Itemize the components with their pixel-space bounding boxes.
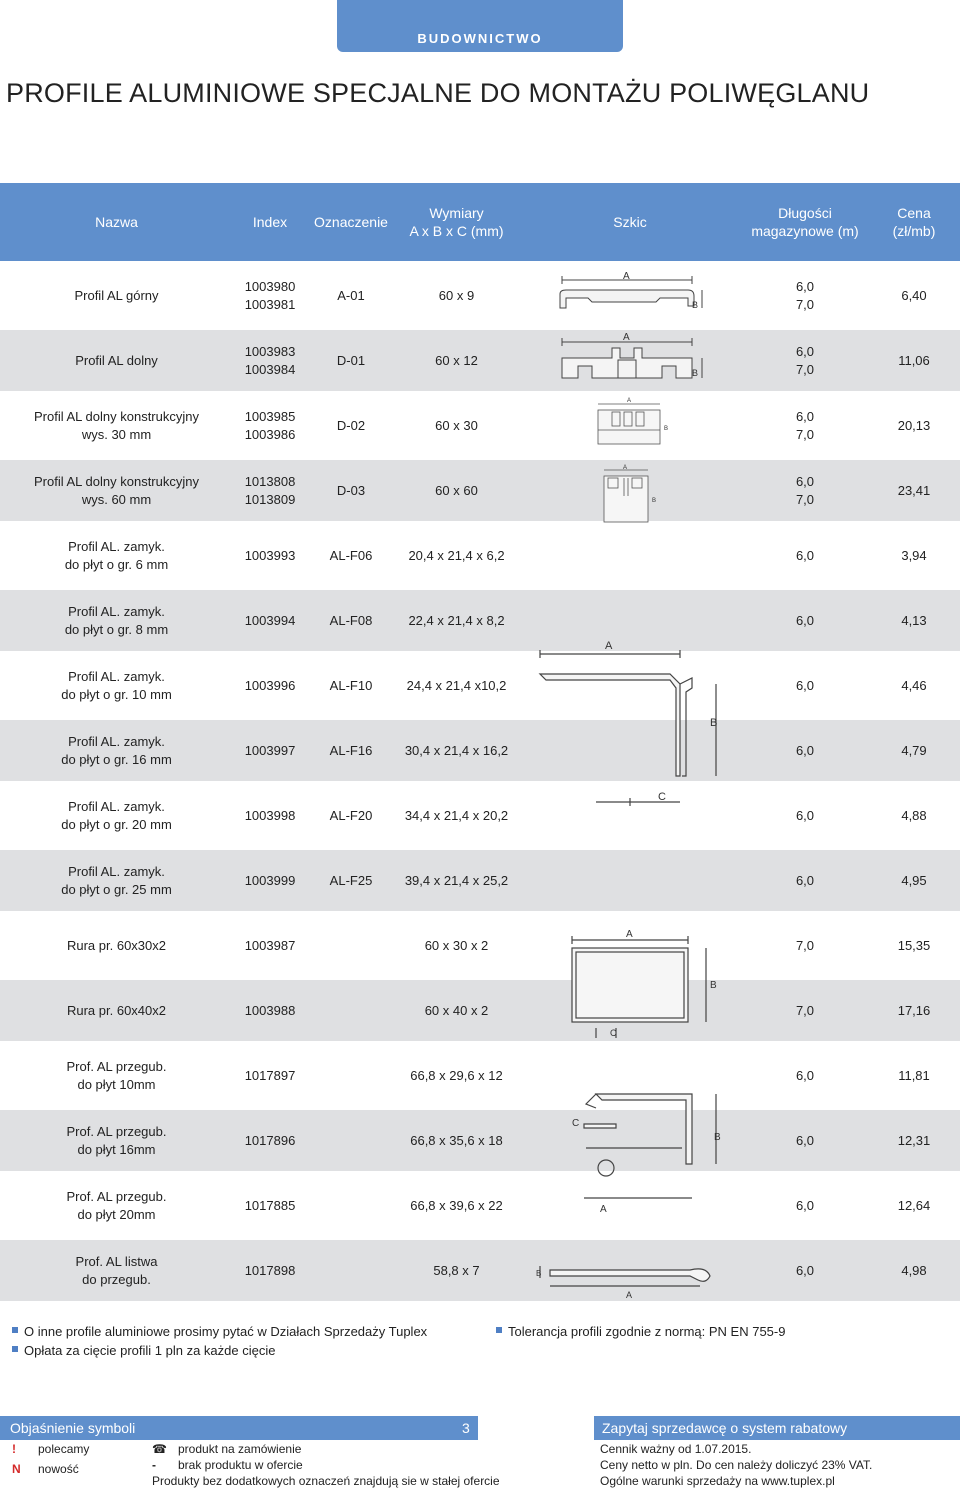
cell-dims: 60 x 60 bbox=[435, 482, 478, 498]
table-row bbox=[0, 1045, 960, 1106]
cell-index: 1003980 1003981 bbox=[244, 278, 296, 312]
cell-code bbox=[307, 1045, 395, 1106]
cell-length: 6,0 7,0 bbox=[795, 408, 815, 442]
column-header-length: Długości magazynowe (m) bbox=[751, 205, 859, 239]
cell-name: Profil AL dolny konstrukcyjny wys. 60 mm bbox=[34, 473, 199, 507]
cell-index: 1003993 bbox=[244, 547, 296, 563]
cell-length: 7,0 bbox=[795, 1002, 815, 1018]
dim-label-a: A bbox=[623, 465, 628, 471]
column-header-dimensions: Wymiary A x B x C (mm) bbox=[409, 205, 504, 239]
legend-middle: ☎ produkt na zamówienie - brak produktu w ofercie Produkty bez dodatkowych oznaczeń znajdują sie w stałej ofercie bbox=[152, 1442, 500, 1488]
table-row bbox=[0, 525, 960, 586]
legend-left: ! polecamy N nowość bbox=[12, 1442, 90, 1476]
page-number: 3 bbox=[462, 1420, 470, 1436]
profile-a01-sketch bbox=[552, 268, 712, 316]
cell-price: 4,88 bbox=[901, 807, 927, 823]
cell-price: 4,98 bbox=[901, 1262, 927, 1278]
cell-length: 6,0 bbox=[795, 872, 815, 888]
cell-index: 1017896 bbox=[244, 1132, 296, 1148]
cell-price: 3,94 bbox=[901, 547, 927, 563]
dim-label-c: C bbox=[572, 1118, 580, 1129]
table-row bbox=[0, 655, 960, 716]
profile-alf-sketch bbox=[530, 630, 740, 810]
dim-label-b: B bbox=[692, 300, 699, 310]
dim-label-c: C bbox=[658, 791, 666, 803]
cell-code bbox=[307, 980, 395, 1041]
cell-price: 15,35 bbox=[897, 937, 931, 953]
cell-index: 1017897 bbox=[244, 1067, 296, 1083]
cell-price: 11,81 bbox=[898, 1067, 930, 1083]
price-notes: Cennik ważny od 1.07.2015. Ceny netto w pln. Do cen należy doliczyć 23% VAT. Ogólne warunki sprzedaży na www.tuplex.pl bbox=[600, 1442, 873, 1488]
cell-dims: 22,4 x 21,4 x 8,2 bbox=[408, 612, 505, 628]
cell-name: Prof. AL przegub. do płyt 20mm bbox=[66, 1188, 167, 1222]
cell-dims: 39,4 x 21,4 x 25,2 bbox=[404, 872, 509, 888]
profile-strip-sketch bbox=[530, 1256, 730, 1304]
cell-price: 23,41 bbox=[897, 482, 931, 498]
cell-length: 6,0 bbox=[795, 677, 815, 693]
table-row bbox=[0, 590, 960, 651]
cell-length: 6,0 7,0 bbox=[795, 473, 815, 507]
cell-index: 1017898 bbox=[244, 1262, 296, 1278]
column-header-name: Nazwa bbox=[95, 214, 138, 230]
cell-dims: 30,4 x 21,4 x 16,2 bbox=[404, 742, 509, 758]
cell-code: AL-F10 bbox=[329, 677, 373, 693]
cell-index: 1017885 bbox=[244, 1197, 296, 1213]
cell-price: 4,95 bbox=[901, 872, 927, 888]
profile-hinge-sketch bbox=[556, 1084, 732, 1220]
cell-code: AL-F16 bbox=[329, 742, 373, 758]
standard-offer-note: Produkty bez dodatkowych oznaczeń znajdują sie w stałej ofercie bbox=[152, 1474, 500, 1488]
cell-length: 6,0 bbox=[795, 547, 815, 563]
cell-index: 1003983 1003984 bbox=[244, 343, 296, 377]
profile-d03-sketch bbox=[598, 462, 668, 526]
cell-name: Prof. AL listwa do przegub. bbox=[75, 1253, 158, 1287]
cell-price: 20,13 bbox=[897, 417, 931, 433]
cell-code: AL-F06 bbox=[329, 547, 373, 563]
new-icon: N bbox=[12, 1462, 21, 1476]
dim-label-b: B bbox=[664, 426, 669, 432]
column-header-index: Index bbox=[252, 214, 288, 230]
cell-length: 6,0 7,0 bbox=[795, 278, 815, 312]
symbols-title: Objaśnienie symboli bbox=[10, 1420, 136, 1436]
dash-icon: - bbox=[152, 1458, 156, 1472]
cell-name: Rura pr. 60x40x2 bbox=[66, 1002, 166, 1018]
cell-name: Prof. AL przegub. do płyt 10mm bbox=[66, 1058, 167, 1092]
cell-dims: 66,8 x 39,6 x 22 bbox=[410, 1197, 503, 1213]
cell-name: Profil AL. zamyk. do płyt o gr. 6 mm bbox=[64, 538, 169, 572]
cell-length: 6,0 bbox=[795, 1132, 815, 1148]
dim-label-b: B bbox=[714, 1132, 721, 1143]
table-row bbox=[0, 980, 960, 1041]
table-row bbox=[0, 330, 960, 391]
cell-name: Prof. AL przegub. do płyt 16mm bbox=[66, 1123, 167, 1157]
table-row bbox=[0, 785, 960, 846]
cell-dims: 60 x 9 bbox=[438, 287, 475, 303]
cell-price: 17,16 bbox=[897, 1002, 931, 1018]
discount-title: Zapytaj sprzedawcę o system rabatowy bbox=[602, 1420, 848, 1436]
table-row bbox=[0, 850, 960, 911]
cell-name: Profil AL górny bbox=[74, 287, 159, 303]
cell-price: 12,31 bbox=[897, 1132, 931, 1148]
dim-label-b: B bbox=[536, 1269, 542, 1278]
cell-name: Profil AL dolny bbox=[75, 352, 158, 368]
column-header-code: Oznaczenie bbox=[314, 214, 388, 230]
recommended-icon: ! bbox=[12, 1442, 16, 1456]
cell-index: 1003999 bbox=[244, 872, 296, 888]
cell-name: Profil AL. zamyk. do płyt o gr. 10 mm bbox=[61, 668, 172, 702]
cell-index: 1003997 bbox=[244, 742, 296, 758]
table-row bbox=[0, 915, 960, 976]
cell-name: Rura pr. 60x30x2 bbox=[66, 937, 166, 953]
cell-dims: 60 x 40 x 2 bbox=[424, 1002, 489, 1018]
table-row bbox=[0, 720, 960, 781]
cell-code: AL-F20 bbox=[329, 807, 373, 823]
cell-name: Profil AL. zamyk. do płyt o gr. 16 mm bbox=[61, 733, 172, 767]
cell-dims: 34,4 x 21,4 x 20,2 bbox=[404, 807, 509, 823]
dim-label-c: C bbox=[610, 1028, 617, 1038]
note-item: Opłata za cięcie profili 1 pln za każde cięcie bbox=[12, 1341, 427, 1360]
dim-label-a: A bbox=[623, 332, 630, 343]
notes-left bbox=[12, 1322, 427, 1360]
cell-dims: 60 x 30 x 2 bbox=[424, 937, 489, 953]
cell-code bbox=[307, 1175, 395, 1236]
cell-code bbox=[307, 1240, 395, 1301]
cell-dims: 20,4 x 21,4 x 6,2 bbox=[408, 547, 505, 563]
table-row bbox=[0, 265, 960, 326]
dim-label-b: B bbox=[710, 980, 717, 991]
cell-length: 6,0 bbox=[795, 612, 815, 628]
cell-code: AL-F25 bbox=[329, 872, 373, 888]
cell-code: D-02 bbox=[336, 417, 366, 433]
notes-right bbox=[496, 1322, 785, 1341]
column-header-sketch: Szkic bbox=[613, 214, 647, 230]
cell-index: 1003988 bbox=[244, 1002, 296, 1018]
table-row bbox=[0, 1240, 960, 1301]
cell-price: 4,46 bbox=[901, 677, 927, 693]
dim-label-b: B bbox=[652, 498, 657, 504]
table-header bbox=[0, 183, 960, 261]
cell-index: 1003987 bbox=[244, 937, 296, 953]
symbols-bar bbox=[0, 1416, 478, 1440]
cell-dims: 60 x 12 bbox=[435, 352, 478, 368]
profile-d02-sketch bbox=[590, 394, 680, 450]
cell-length: 6,0 bbox=[795, 1262, 815, 1278]
note-item: O inne profile aluminiowe prosimy pytać w Działach Sprzedaży Tuplex bbox=[12, 1322, 427, 1341]
column-header-price: Cena (zł/mb) bbox=[892, 205, 936, 239]
dim-label-a: A bbox=[623, 271, 630, 282]
cell-code bbox=[307, 1110, 395, 1171]
cell-name: Profil AL. zamyk. do płyt o gr. 20 mm bbox=[61, 798, 172, 832]
cell-length: 6,0 bbox=[795, 1067, 815, 1083]
cell-length: 6,0 7,0 bbox=[795, 343, 815, 377]
cell-code: D-03 bbox=[336, 482, 366, 498]
dim-label-b: B bbox=[692, 368, 699, 378]
cell-index: 1003996 bbox=[244, 677, 296, 693]
dim-label-a: A bbox=[627, 398, 632, 404]
cell-length: 7,0 bbox=[795, 937, 815, 953]
cell-price: 4,13 bbox=[901, 612, 927, 628]
dim-label-a: A bbox=[626, 1290, 633, 1300]
dim-label-a: A bbox=[626, 929, 633, 940]
cell-price: 6,40 bbox=[901, 287, 927, 303]
cell-price: 12,64 bbox=[897, 1197, 931, 1213]
cell-dims: 66,8 x 35,6 x 18 bbox=[410, 1132, 503, 1148]
cell-length: 6,0 bbox=[795, 742, 815, 758]
cell-length: 6,0 bbox=[795, 1197, 815, 1213]
cell-name: Profil AL. zamyk. do płyt o gr. 8 mm bbox=[64, 603, 169, 637]
cell-index: 1003985 1003986 bbox=[244, 408, 296, 442]
table-row bbox=[0, 395, 960, 456]
profile-tube-sketch bbox=[556, 926, 726, 1042]
cell-price: 4,79 bbox=[901, 742, 927, 758]
category-tab: BUDOWNICTWO bbox=[337, 0, 623, 52]
cell-name: Profil AL dolny konstrukcyjny wys. 30 mm bbox=[34, 408, 199, 442]
cell-length: 6,0 bbox=[795, 807, 815, 823]
phone-icon: ☎ bbox=[152, 1442, 167, 1456]
table-row bbox=[0, 1110, 960, 1171]
cell-code: AL-F08 bbox=[329, 612, 373, 628]
cell-name: Profil AL. zamyk. do płyt o gr. 25 mm bbox=[61, 863, 172, 897]
cell-code: D-01 bbox=[336, 352, 366, 368]
cell-index: 1003994 bbox=[244, 612, 296, 628]
dim-label-a: A bbox=[605, 640, 613, 652]
table-row bbox=[0, 1175, 960, 1236]
cell-dims: 58,8 x 7 bbox=[433, 1262, 480, 1278]
cell-index: 1003998 bbox=[244, 807, 296, 823]
cell-dims: 60 x 30 bbox=[435, 417, 478, 433]
cell-dims: 24,4 x 21,4 x10,2 bbox=[406, 677, 507, 693]
cell-price: 11,06 bbox=[898, 352, 930, 368]
discount-bar bbox=[594, 1416, 960, 1440]
profile-d01-sketch bbox=[552, 330, 712, 386]
cell-index: 1013808 1013809 bbox=[244, 473, 296, 507]
dim-label-b: B bbox=[710, 717, 718, 729]
cell-dims: 66,8 x 29,6 x 12 bbox=[410, 1067, 503, 1083]
dim-label-a: A bbox=[600, 1204, 607, 1215]
table-row bbox=[0, 460, 960, 521]
note-item: Tolerancja profili zgodnie z normą: PN EN 755-9 bbox=[496, 1322, 785, 1341]
cell-code: A-01 bbox=[337, 287, 365, 303]
cell-code bbox=[307, 915, 395, 976]
page-title: PROFILE ALUMINIOWE SPECJALNE DO MONTAŻU POLIWĘGLANU bbox=[6, 78, 870, 108]
